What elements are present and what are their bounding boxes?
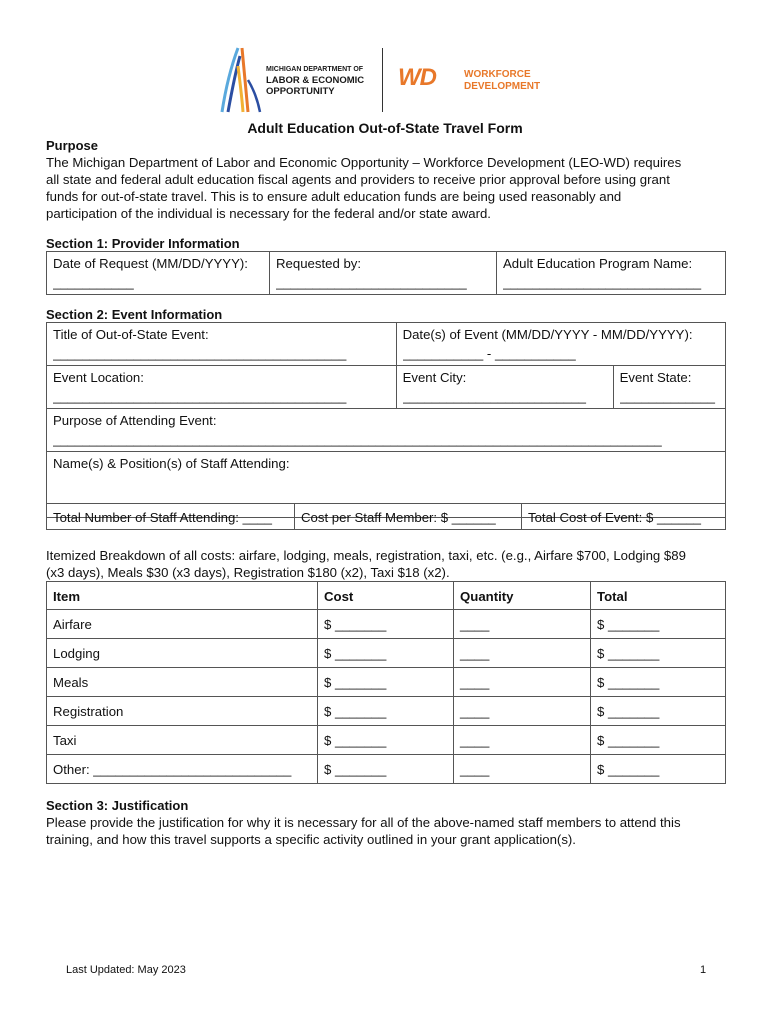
program-name-field[interactable]: [497, 252, 726, 295]
wd-logo-mark: WD: [398, 64, 436, 91]
purpose-heading: Purpose: [46, 138, 99, 153]
event-dates-label: Date(s) of Event (MM/DD/YYYY - MM/DD/YYYY):: [402, 327, 693, 342]
event-city-blank[interactable]: _________________________: [402, 389, 586, 404]
total-cell[interactable]: $ _______: [597, 675, 660, 690]
section3-heading: Section 3: Justification: [46, 798, 189, 813]
last-updated: Last Updated: May 2023: [66, 964, 186, 976]
table-row: [47, 726, 726, 755]
table-row: [47, 755, 726, 784]
program-name-label: Adult Education Program Name:: [503, 256, 693, 271]
event-info-table: [46, 322, 726, 518]
provider-info-table: [46, 251, 726, 295]
cost-cell[interactable]: $ _______: [324, 646, 387, 661]
item-cell: Lodging: [53, 646, 100, 661]
total-cell[interactable]: $ _______: [597, 704, 660, 719]
quantity-cell[interactable]: ____: [460, 704, 490, 719]
cost-per-staff-label: Cost per Staff Member: $ ______: [301, 510, 496, 525]
cost-cell[interactable]: $ _______: [324, 704, 387, 719]
column-header: Item: [53, 589, 81, 604]
item-cell: Meals: [53, 675, 89, 690]
item-cell: Airfare: [53, 617, 92, 632]
column-header: Total: [597, 589, 628, 604]
total-staff-label: Total Number of Staff Attending: ____: [53, 510, 272, 525]
staff-attending-label: Name(s) & Position(s) of Staff Attending:: [53, 456, 290, 471]
event-city-label: Event City:: [402, 370, 467, 385]
wd-logo-line1: WORKFORCE: [464, 69, 531, 80]
section1-heading: Section 1: Provider Information: [46, 236, 240, 251]
event-cost-table: [46, 503, 726, 530]
event-state-field[interactable]: [613, 366, 725, 409]
leo-logo: [218, 46, 368, 114]
cost-cell[interactable]: $ _______: [324, 675, 387, 690]
purpose-text: [46, 154, 736, 222]
event-title-label: Title of Out-of-State Event:: [53, 327, 209, 342]
table-row: [47, 610, 726, 639]
column-header: Quantity: [460, 589, 514, 604]
logo-divider: [382, 48, 383, 112]
quantity-cell[interactable]: ____: [460, 617, 490, 632]
event-dates-blank[interactable]: ___________ - ___________: [402, 346, 576, 361]
itemized-intro-line: Itemized Breakdown of all costs: airfare, lodging, meals, registration, taxi, etc. (e.g., Airfare $700, Lodging $89: [46, 548, 686, 563]
purpose-line: funds for out-of-state travel. This is to ensure adult education funds are being used reasonably and: [46, 189, 622, 204]
cost-per-staff-field[interactable]: [295, 504, 522, 530]
leo-logo-line3: OPPORTUNITY: [266, 86, 335, 97]
event-city-field[interactable]: [396, 366, 613, 409]
justification-line: Please provide the justification for why it is necessary for all of the above-named staff members to attend this: [46, 815, 681, 830]
purpose-attending-label: Purpose of Attending Event:: [53, 413, 217, 428]
total-staff-field[interactable]: [47, 504, 295, 530]
leo-logo-line2: LABOR & ECONOMIC: [266, 75, 365, 86]
wd-logo: [398, 64, 568, 100]
table-row: [47, 639, 726, 668]
event-location-field[interactable]: [47, 366, 397, 409]
itemized-intro: [46, 547, 736, 581]
total-event-cost-field[interactable]: [522, 504, 726, 530]
purpose-attending-field[interactable]: [47, 409, 726, 452]
item-cell: Registration: [53, 704, 124, 719]
cost-cell[interactable]: $ _______: [324, 617, 387, 632]
total-cell[interactable]: $ _______: [597, 733, 660, 748]
column-header: Cost: [324, 589, 354, 604]
program-name-blank[interactable]: ___________________________: [503, 275, 702, 290]
event-title-blank[interactable]: ________________________________________: [53, 346, 347, 361]
table-row: [47, 697, 726, 726]
date-of-request-blank[interactable]: ___________: [53, 275, 134, 290]
wd-logo-line2: DEVELOPMENT: [464, 81, 541, 92]
itemized-cost-table: [46, 581, 726, 784]
purpose-attending-blank[interactable]: ___________________________________________________________________________________: [53, 432, 662, 447]
date-of-request-field[interactable]: [47, 252, 270, 295]
event-title-field[interactable]: [47, 323, 397, 366]
table-row: [47, 668, 726, 697]
cost-cell[interactable]: $ _______: [324, 733, 387, 748]
quantity-cell[interactable]: ____: [460, 646, 490, 661]
item-cell-other[interactable]: Other: ___________________________: [53, 762, 292, 777]
event-location-blank[interactable]: ________________________________________: [53, 389, 347, 404]
total-cell[interactable]: $ _______: [597, 646, 660, 661]
itemized-intro-line: (x3 days), Meals $30 (x3 days), Registration $180 (x2), Taxi $18 (x2).: [46, 565, 450, 580]
event-state-label: Event State:: [619, 370, 692, 385]
purpose-line: The Michigan Department of Labor and Economic Opportunity – Workforce Development (LEO-WD) requires: [46, 155, 682, 170]
leo-logo-line1: MICHIGAN DEPARTMENT OF: [266, 66, 364, 73]
item-cell: Taxi: [53, 733, 77, 748]
leo-logo-mark: [218, 46, 264, 114]
justification-line: training, and how this travel supports a specific activity outlined in your grant application(s).: [46, 832, 576, 847]
requested-by-blank[interactable]: __________________________: [276, 275, 467, 290]
table-header-row: [47, 582, 726, 610]
total-cell[interactable]: $ _______: [597, 762, 660, 777]
page-number: 1: [700, 964, 707, 976]
quantity-cell[interactable]: ____: [460, 733, 490, 748]
event-state-blank[interactable]: _____________: [619, 389, 715, 404]
event-dates-field[interactable]: [396, 323, 725, 366]
total-cell[interactable]: $ _______: [597, 617, 660, 632]
form-title: Adult Education Out-of-State Travel Form: [247, 120, 523, 136]
quantity-cell[interactable]: ____: [460, 762, 490, 777]
purpose-line: all state and federal adult education fiscal agents and providers to receive prior approval before using grant: [46, 172, 670, 187]
cost-cell[interactable]: $ _______: [324, 762, 387, 777]
justification-text: [46, 814, 736, 848]
section2-heading: Section 2: Event Information: [46, 307, 223, 322]
quantity-cell[interactable]: ____: [460, 675, 490, 690]
date-of-request-label: Date of Request (MM/DD/YYYY):: [53, 256, 248, 271]
requested-by-label: Requested by:: [276, 256, 362, 271]
purpose-line: participation of the individual is necessary for the federal and/or state award.: [46, 206, 491, 221]
event-location-label: Event Location:: [53, 370, 144, 385]
requested-by-field[interactable]: [270, 252, 497, 295]
total-event-cost-label: Total Cost of Event: $ ______: [528, 510, 702, 525]
